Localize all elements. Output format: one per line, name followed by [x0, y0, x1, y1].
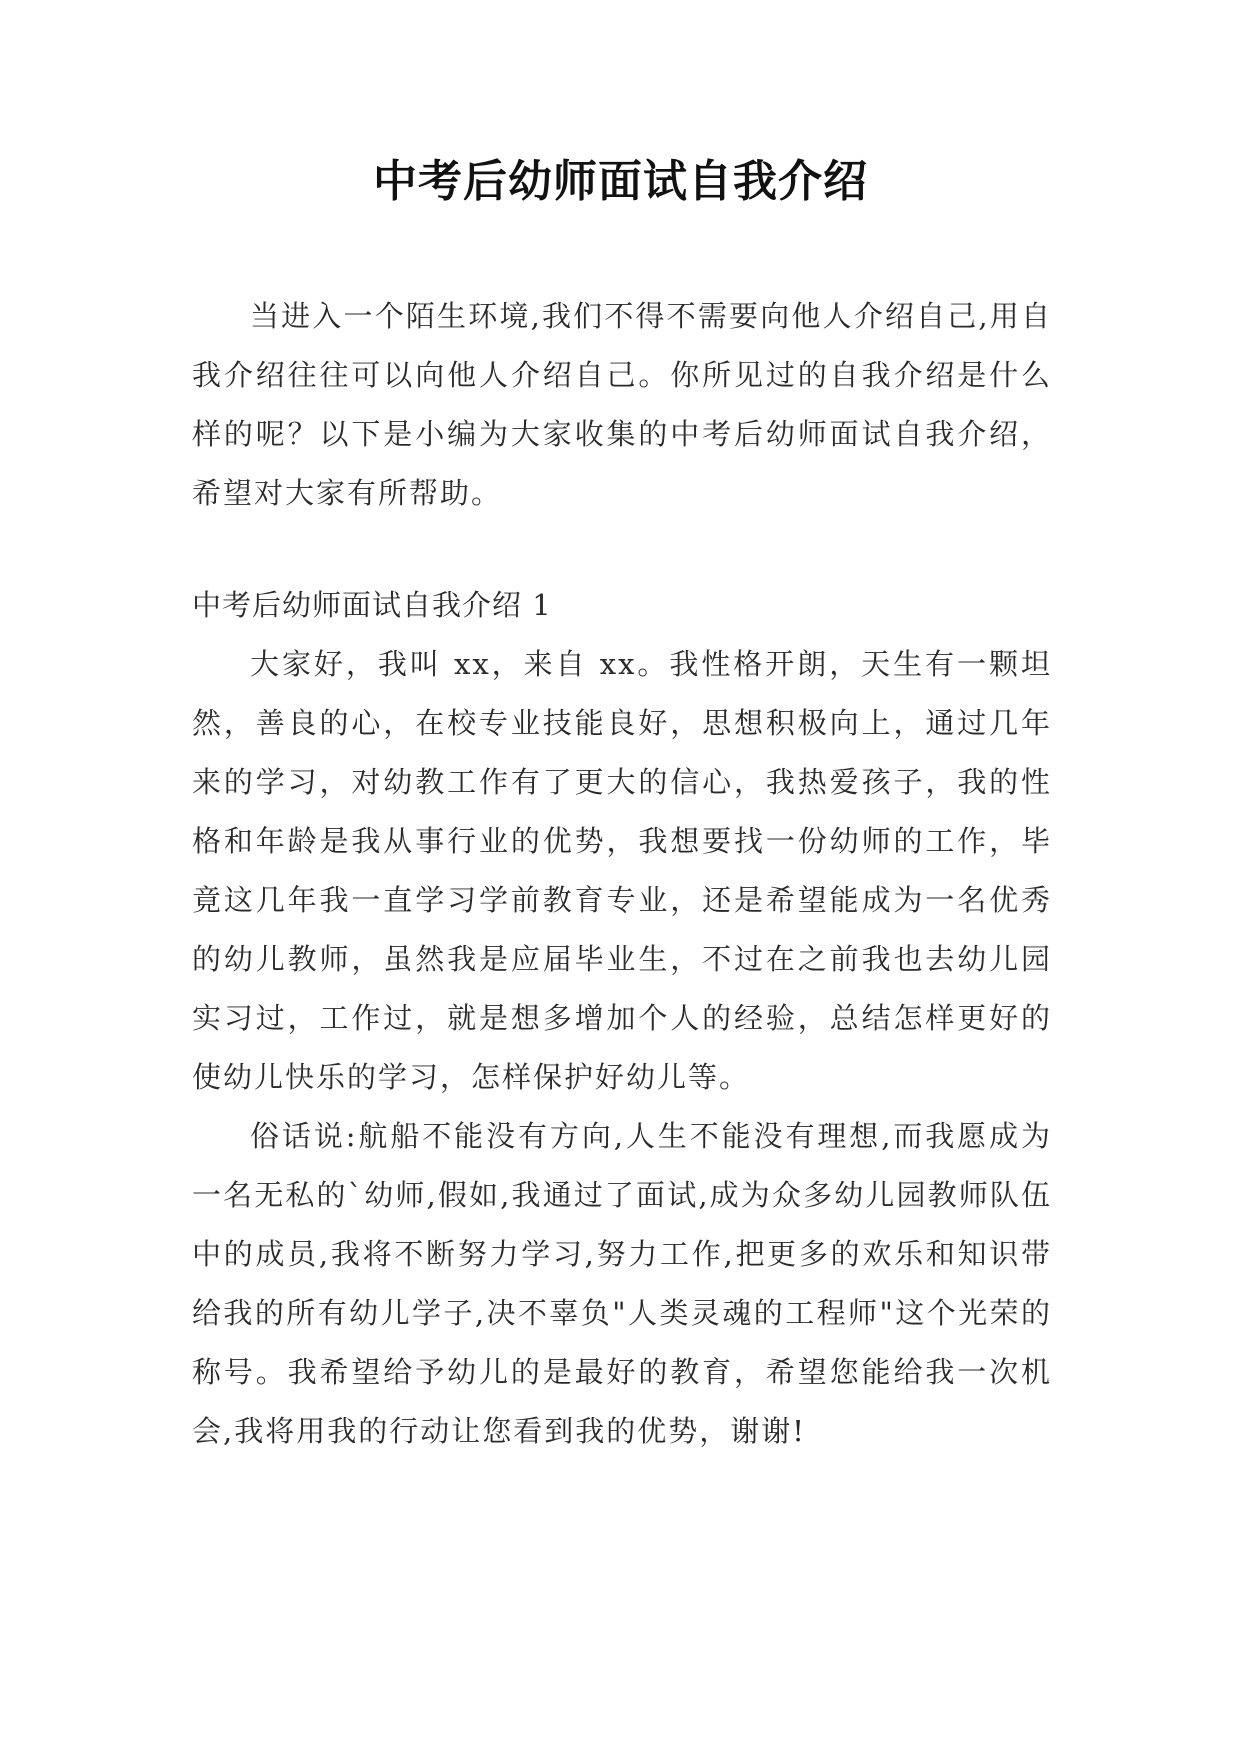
section-paragraph: 俗话说:航船不能没有方向,人生不能没有理想,而我愿成为一名无私的`幼师,假如,我通过了面试,成为众多幼儿园教师队伍中的成员,我将不断努力学习,努力工作,把更多的欢乐和知识带给我的所有幼儿学子,决不辜负"人类灵魂的工程师"这个光荣的称号。我希望给予幼儿的是最好的教育，希望您能给我一次机会,我将用我的行动让您看到我的优势，谢谢! — [192, 1119, 1052, 1448]
document-title: 中考后幼师面试自我介绍 — [373, 156, 868, 207]
section-paragraph: 大家好，我叫 xx，来自 xx。我性格开朗，天生有一颗坦然，善良的心，在校专业技能良好，思想积极向上，通过几年来的学习，对幼教工作有了更大的信心，我热爱孩子，我的性格和年龄是我从事行业的优势，我想要找一份幼师的工作，毕竟这几年我一直学习学前教育专业，还是希望能成为一名优秀的幼儿教师，虽然我是应届毕业生，不过在之前我也去幼儿园实习过，工作过，就是想多增加个人的经验，总结怎样更好的使幼儿快乐的学习，怎样保护好幼儿等。 — [192, 647, 1052, 1094]
section-1-body — [192, 635, 1052, 1461]
intro-section — [192, 287, 1052, 523]
section-heading: 中考后幼师面试自我介绍 1 — [192, 588, 552, 622]
intro-paragraph: 当进入一个陌生环境,我们不得不需要向他人介绍自己,用自我介绍往往可以向他人介绍自己。你所见过的自我介绍是什么样的呢？以下是小编为大家收集的中考后幼师面试自我介绍，希望对大家有所帮助。 — [192, 299, 1052, 510]
